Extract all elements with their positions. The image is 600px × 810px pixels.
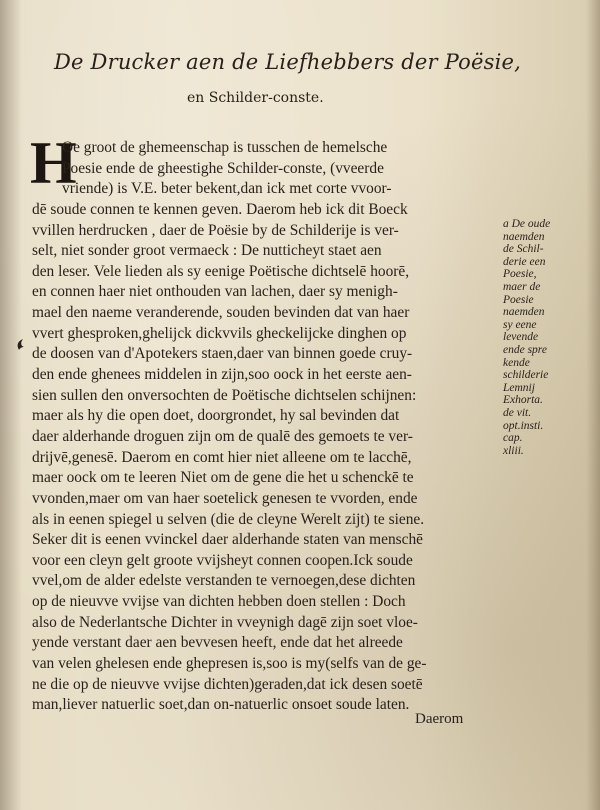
text-line: vvel,om de alder edelste verstanden te vernoegen,dese dichten [32, 572, 416, 590]
text-line: als in eenen spiegel u selven (die de cleyne Werelt zijt) te siene. [32, 510, 425, 528]
text-line: vvonden,maer om van haer soetelick genesen te vvorden, ende [32, 489, 418, 507]
margin-note-line: levende [503, 331, 539, 344]
margin-note-line: schilderie [503, 369, 549, 382]
text-line: also de Nederlantsche Dichter in vveynigh dagē zijn soet vloe- [32, 613, 418, 631]
body-text [32, 138, 502, 716]
margin-note-line: Lemnij [503, 381, 535, 394]
page-subheading: en Schilder-conste. [187, 90, 324, 106]
text-line: de doosen van d'Apotekers staen,daer van binnen goede cruy- [32, 345, 413, 363]
margin-note-line: kende [503, 356, 530, 369]
text-line: vvillen herdrucken , daer de Poësie by de Schilderije is ver- [32, 221, 399, 239]
margin-note-line: de vit. [503, 406, 532, 419]
text-line: Poesie ende de gheestighe Schilder-conste, (vveerde [62, 159, 384, 177]
text-line: dē soude connen te kennen geven. Daerom heb ick dit Boeck [32, 200, 408, 218]
margin-note-line: Exhorta. [503, 394, 543, 407]
text-line: drijvē,genesē. Daerom en comt hier niet alleene om te lacchē, [32, 448, 412, 466]
margin-note-line: maer de [503, 280, 541, 293]
text-line: daer alderhande droguen zijn om de qualē des gemoets te ver- [32, 427, 413, 445]
margin-note-line: cap. [503, 432, 523, 445]
text-line: mael den naeme veranderende, souden bevinden dat van haer [32, 304, 410, 322]
text-line: vvert ghesproken,ghelijck dickvvils gheckelijcke dinghen op [32, 324, 407, 342]
text-line: yende verstant daer aen bevvesen heeft, ende dat het alreede [32, 634, 403, 652]
text-line: selt, niet sonder groot vermaeck : De nutticheyt staet aen [32, 242, 382, 260]
margin-note-line: naemden [503, 306, 545, 319]
text-line: sien sullen den onversochten de Poëtische dichtselen schijnen: [32, 386, 417, 404]
margin-note-line: opt.insti. [503, 419, 544, 432]
margin-notes [503, 218, 593, 457]
printers-mark-icon [14, 338, 26, 352]
text-line: voor een cleyn gelt groote vvijsheyt connen coopen.Ick soude [32, 551, 413, 569]
margin-note-line: ende spre [503, 343, 547, 356]
margin-note-line: derie een [503, 255, 546, 268]
text-line: en connen haer niet onthouden van lachen, daer sy menigh- [32, 283, 398, 301]
margin-note-line: Poesie [503, 293, 534, 306]
text-line: den leser. Vele lieden als sy eenige Poëtische dichtselē hoorē, [32, 262, 410, 280]
text-line: man,liever natuerlic soet,dan on-natuerlic onsoet soude laten. [32, 696, 410, 714]
margin-note-line: naemden [503, 230, 545, 243]
margin-note-line: Poesie, [503, 268, 537, 281]
decorated-initial: H [30, 130, 77, 196]
catchword: Daerom [415, 711, 464, 727]
text-line: maer als hy die open doet, doorgrondet, hy sal bevinden dat [32, 407, 400, 425]
text-line: Oe groot de ghemeenschap is tusschen de hemelsche [62, 139, 388, 156]
text-line: den ende ghenees middelen in zijn,soo oock in het eerste aen- [32, 366, 412, 384]
margin-note-line: sy eene [503, 318, 537, 331]
text-line: van velen ghelesen ende ghepresen is,soo is my(selfs van de ge- [32, 655, 427, 673]
margin-note-line: a De oude [503, 218, 551, 230]
text-line: op de nieuvve vvijse van dichten hebben doen stellen : Doch [32, 593, 406, 611]
page-heading: De Drucker aen de Liefhebbers der Poësie, [54, 50, 522, 74]
text-line: Seker dit is eenen vvinckel daer alderhande staten van menschē [32, 531, 424, 549]
binding-shadow [0, 0, 22, 810]
text-line: vriende) is V.E. beter bekent,dan ick met corte vvoor- [62, 180, 392, 198]
text-line: ne die op de nieuvve vvijse dichten)geraden,dat ick desen soetē [32, 675, 423, 693]
margin-note-line: de Schil- [503, 243, 544, 256]
text-line: maer oock om te leeren Niet om de gene die het u schenckē te [32, 469, 414, 487]
margin-note-line: xliii. [503, 444, 524, 457]
